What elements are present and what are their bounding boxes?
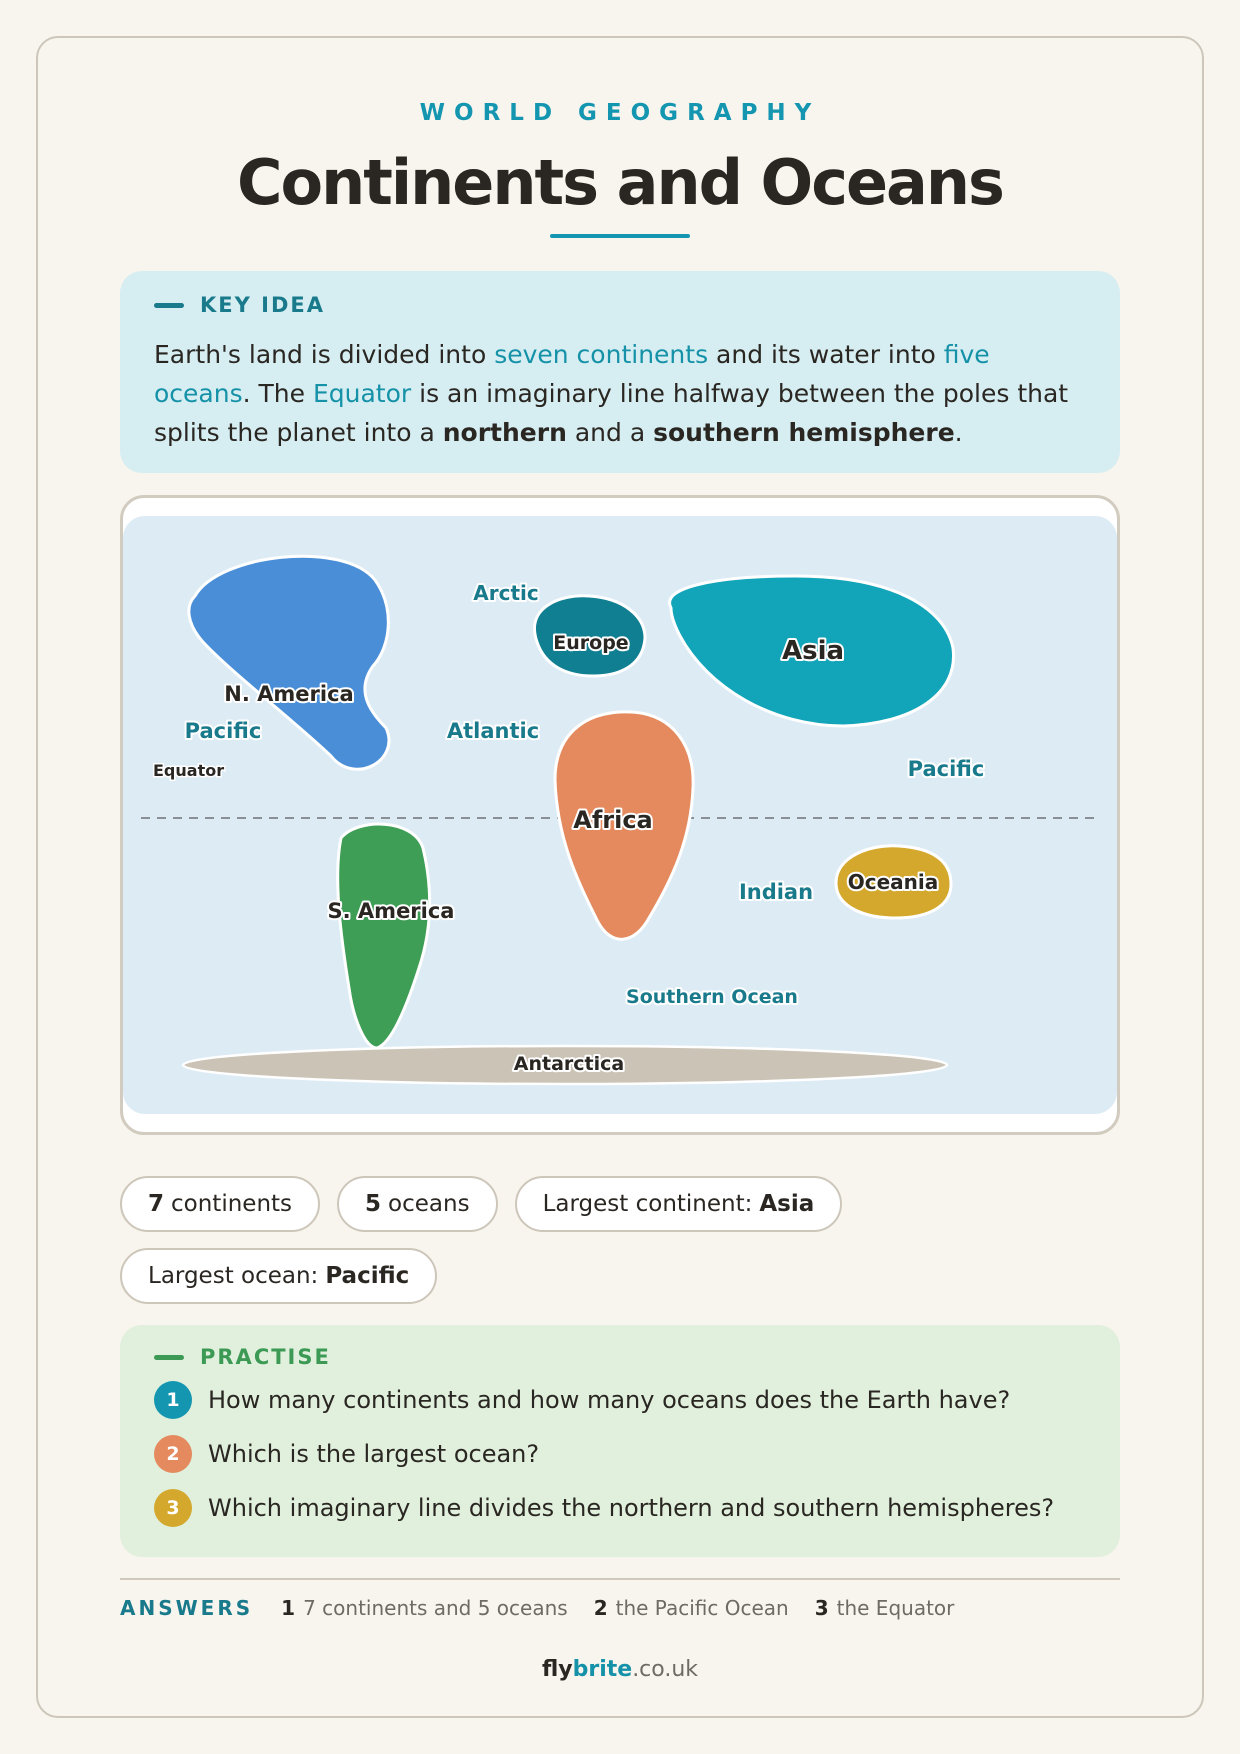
brand-part-fly: fly <box>541 1657 573 1682</box>
question-text: Which is the largest ocean? <box>208 1440 540 1468</box>
answer-number: 2 <box>593 1596 608 1620</box>
fact-label: continents <box>171 1191 293 1217</box>
subject-eyebrow: WORLD GEOGRAPHY <box>419 100 821 126</box>
question-3 <box>154 1489 1054 1527</box>
label-europe: Europe <box>553 632 629 654</box>
fact-value: Pacific <box>325 1263 410 1289</box>
key-idea-text <box>154 335 1084 452</box>
bold-northern: northern <box>442 418 567 447</box>
answer-number: 3 <box>814 1596 829 1620</box>
dash-icon <box>154 1355 184 1360</box>
label-indian-ocean: Indian <box>738 880 814 904</box>
bold-southern-hemisphere: southern hemisphere <box>653 418 955 447</box>
fact-chip-oceans <box>337 1176 498 1232</box>
text-run: is an imaginary line halfway between the poles that splits the planet into a <box>154 379 1069 447</box>
fact-label: oceans <box>388 1191 470 1217</box>
brand-domain: .co.uk <box>632 1657 699 1682</box>
key-idea-label: KEY IDEA <box>200 293 325 317</box>
highlight-seven-continents: seven continents <box>494 340 709 369</box>
answers-label: ANSWERS <box>120 1596 254 1620</box>
footer-brand <box>0 1657 1240 1682</box>
label-atlantic-ocean: Atlantic <box>446 719 540 743</box>
answers-row <box>120 1596 980 1620</box>
answer-text: the Pacific Ocean <box>615 1596 789 1620</box>
key-idea-panel <box>120 271 1120 473</box>
label-pacific-ocean-east: Pacific <box>907 757 985 781</box>
fact-label: Largest ocean: <box>148 1263 319 1289</box>
page-title: Continents and Oceans <box>237 146 1003 219</box>
question-number-badge: 1 <box>154 1381 192 1419</box>
fact-value: Asia <box>759 1191 815 1217</box>
label-south-america: S. America <box>327 899 455 923</box>
question-2 <box>154 1435 539 1473</box>
label-africa: Africa <box>573 806 653 834</box>
practise-heading <box>154 1345 331 1369</box>
question-text: Which imaginary line divides the northern and southern hemispheres? <box>208 1494 1055 1522</box>
dash-icon <box>154 303 184 308</box>
answer-text: 7 continents and 5 oceans <box>303 1596 568 1620</box>
label-pacific-ocean-west: Pacific <box>184 719 262 743</box>
label-antarctica: Antarctica <box>513 1053 625 1075</box>
question-text: How many continents and how many oceans does the Earth have? <box>208 1386 1011 1414</box>
fact-chip-largest-continent <box>515 1176 843 1232</box>
fact-value: 7 <box>148 1191 165 1217</box>
fact-label: Largest continent: <box>542 1191 753 1217</box>
key-idea-heading <box>154 293 325 317</box>
label-southern-ocean: Southern Ocean <box>626 986 798 1008</box>
text-run: . <box>954 418 963 447</box>
answers-divider <box>120 1578 1120 1580</box>
practise-panel <box>120 1325 1120 1557</box>
text-run: and a <box>566 418 654 447</box>
label-north-america: N. America <box>224 682 354 706</box>
question-number-badge: 2 <box>154 1435 192 1473</box>
highlight-five-oceans: five oceans <box>154 340 990 408</box>
practise-label: PRACTISE <box>200 1345 331 1369</box>
highlight-equator: Equator <box>312 379 412 408</box>
fact-chip-continents <box>120 1176 320 1232</box>
text-run: Earth's land is divided into <box>154 340 495 369</box>
brand-part-brite: brite <box>572 1657 633 1682</box>
label-equator: Equator <box>153 761 225 780</box>
text-run: . The <box>242 379 313 408</box>
text-run: and its water into <box>708 340 944 369</box>
answer-number: 1 <box>281 1596 296 1620</box>
label-asia: Asia <box>781 636 845 666</box>
fact-value: 5 <box>365 1191 382 1217</box>
label-oceania: Oceania <box>847 870 939 894</box>
answer-text: the Equator <box>836 1596 955 1620</box>
fact-chip-largest-ocean <box>120 1248 437 1304</box>
world-map <box>123 498 1117 1132</box>
question-number-badge: 3 <box>154 1489 192 1527</box>
fact-chips <box>120 1176 1120 1304</box>
world-map-frame <box>120 495 1120 1135</box>
title-divider <box>550 234 690 238</box>
question-1 <box>154 1381 1010 1419</box>
label-arctic-ocean: Arctic <box>473 581 539 605</box>
